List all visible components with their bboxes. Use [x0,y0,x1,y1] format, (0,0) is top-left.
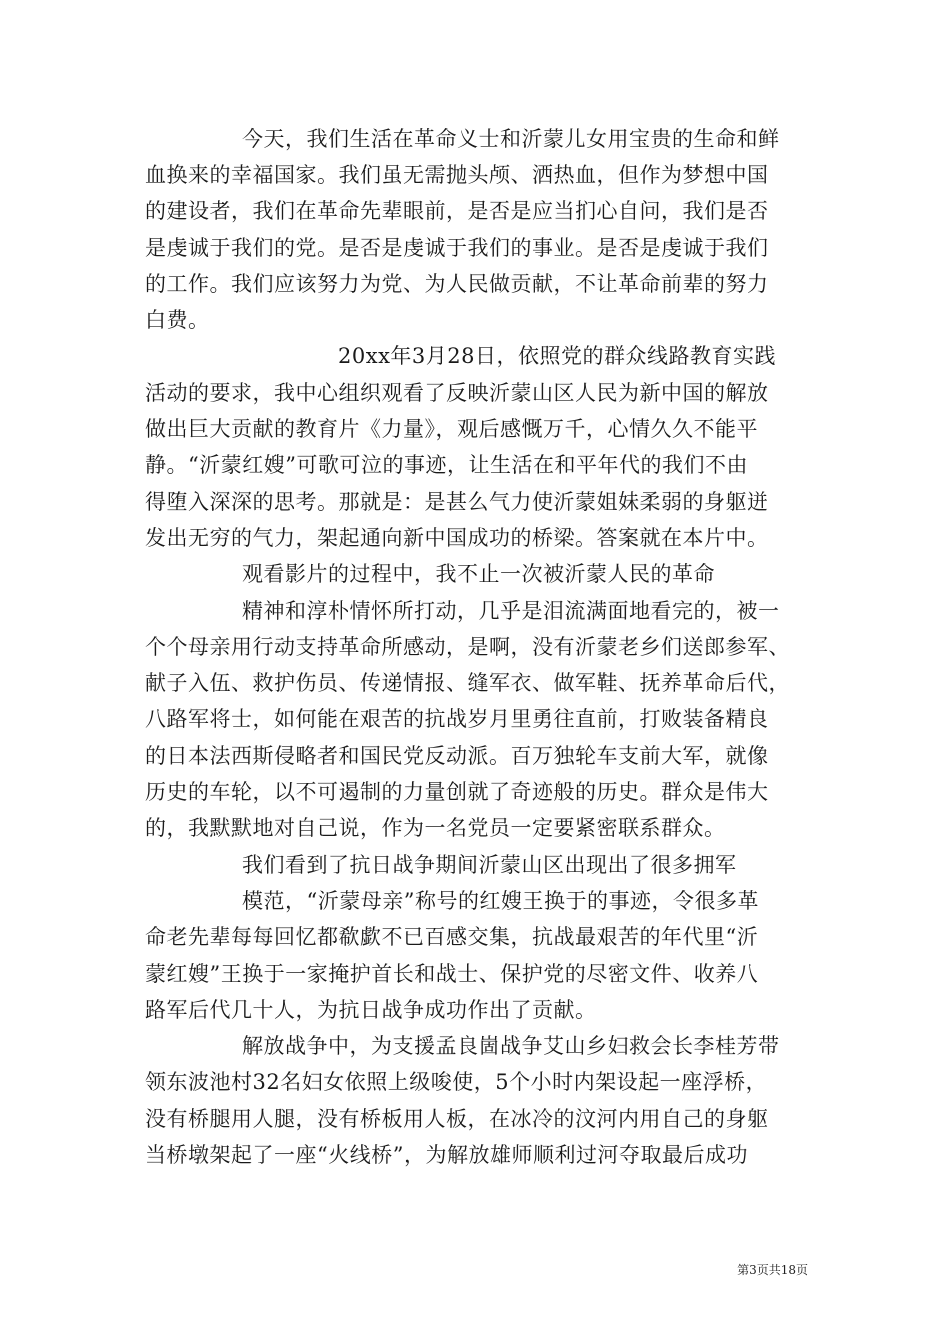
text-line: 静。“沂蒙红嫂”可歌可泣的事迹，让生活在和平年代的我们不由 [145,453,748,477]
text-line: 的工作。我们应该努力为党、为人民做贡献，不让革命前辈的努力 [145,272,769,296]
text-line: 20xx年3月28日，依照党的群众线路教育实践 [338,344,776,368]
text-line: 领东波池村32名妇女依照上级唆使，5个小时内架设起一座浮桥， [145,1070,768,1094]
text-line: 蒙红嫂”王换于一家掩护首长和战士、保护党的尽密文件、收养八 [145,962,759,986]
text-line: 活动的要求，我中心组织观看了反映沂蒙山区人民为新中国的解放 [145,381,769,405]
page-number: 第3页共18页 [737,1263,808,1277]
text-line: 白费。 [145,308,210,332]
text-line: 历史的车轮，以不可遏制的力量创就了奇迹般的历史。群众是伟大 [145,780,769,804]
text-line: 是虔诚于我们的党。是否是虔诚于我们的事业。是否是虔诚于我们 [145,236,769,260]
text-line: 得堕入深深的思考。那就是：是甚么气力使沂蒙姐妹柔弱的身躯迸 [145,490,769,514]
text-line: 没有桥腿用人腿，没有桥板用人板，在冰冷的汶河内用自己的身躯 [145,1107,769,1131]
text-line: 个个母亲用行动支持革命所感动，是啊，没有沂蒙老乡们送郎参军、 [145,635,790,659]
text-line: 血换来的幸福国家。我们虽无需抛头颅、洒热血，但作为梦想中国 [145,163,769,187]
text-line: 当桥墩架起了一座“火线桥”，为解放雄师顺利过河夺取最后成功 [145,1143,748,1167]
text-line: 精神和淳朴情怀所打动，几乎是泪流满面地看完的，被一 [242,599,780,623]
text-line: 模范，“沂蒙母亲”称号的红嫂王换于的事迹，令很多革 [242,889,759,913]
text-line: 今天，我们生活在革命义士和沂蒙儿女用宝贵的生命和鲜 [242,127,780,151]
text-line: 发出无穷的气力，架起通向新中国成功的桥梁。答案就在本片中。 [145,526,769,550]
text-line: 献子入伍、救护伤员、传递情报、缝军衣、做军鞋、抚养革命后代， [145,671,790,695]
text-line: 八路军将士，如何能在艰苦的抗战岁月里勇往直前，打败装备精良 [145,707,769,731]
text-line: 命老先辈每每回忆都欷歔不已百感交集，抗战最艰苦的年代里“沂 [145,925,759,949]
text-line: 的日本法西斯侵略者和国民党反动派。百万独轮车支前大军，就像 [145,744,769,768]
text-line: 观看影片的过程中，我不止一次被沂蒙人民的革命 [242,562,715,586]
text-line: 的，我默默地对自己说，作为一名党员一定要紧密联系群众。 [145,816,726,840]
text-line: 的建设者，我们在革命先辈眼前，是否是应当扪心自问，我们是否 [145,199,769,223]
text-line: 解放战争中，为支援孟良崮战争艾山乡妇救会长李桂芳带 [242,1034,780,1058]
text-line: 我们看到了抗日战争期间沂蒙山区出现出了很多拥军 [242,853,737,877]
text-line: 路军后代几十人，为抗日战争成功作出了贡献。 [145,998,597,1022]
text-line: 做出巨大贡献的教育片《力量》，观后感慨万千，心情久久不能平 [145,417,758,441]
